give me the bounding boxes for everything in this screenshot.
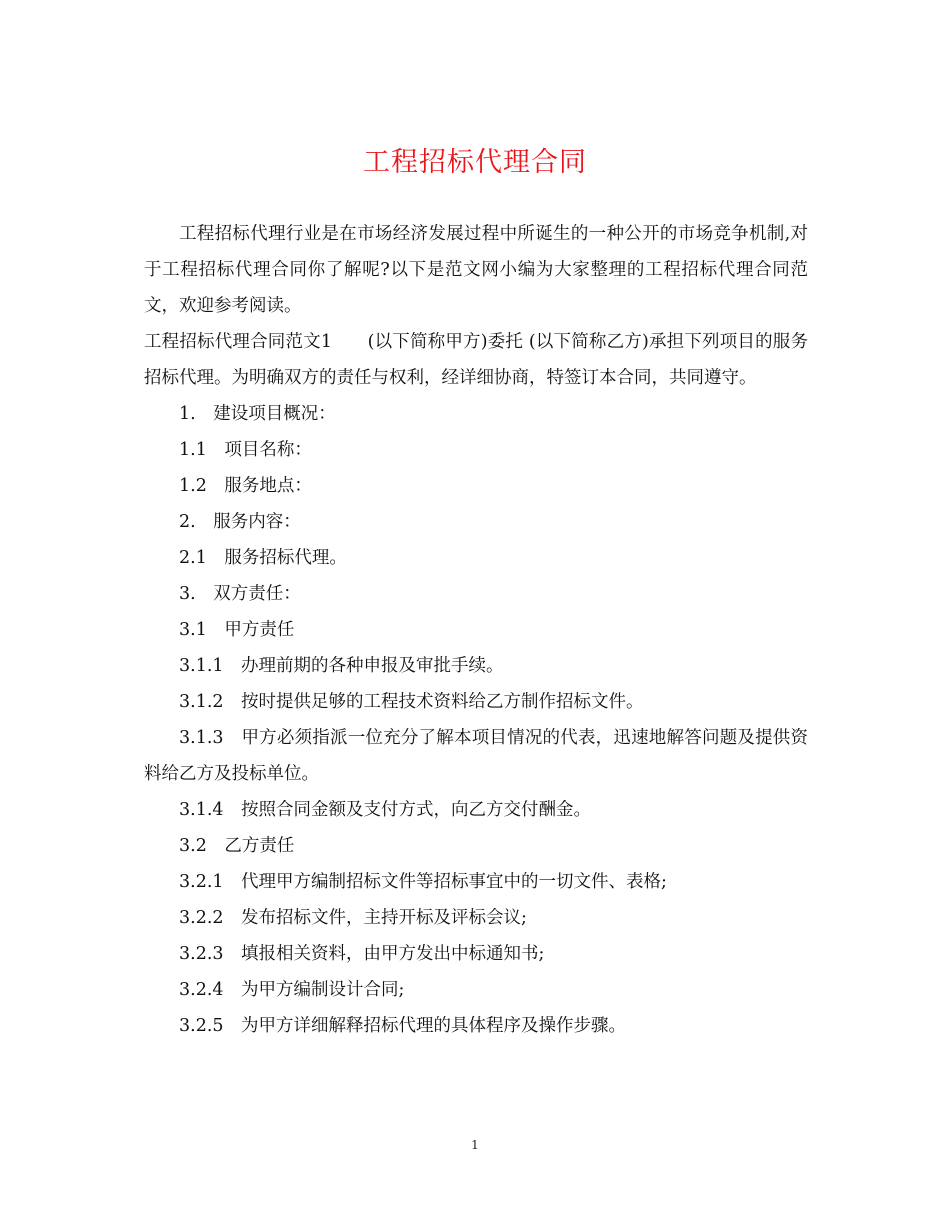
paragraph-section-3-2-1: 3.2.1 代理甲方编制招标文件等招标事宜中的一切文件、表格; [179,872,667,892]
paragraph-intro: 工程招标代理行业是在市场经济发展过程中所诞生的一种公开的市场竞争机制,对于工程招标代理合同你了解呢?以下是范文网小编为大家整理的工程招标代理合同范文，欢迎参考阅读。 [144,224,808,316]
paragraph-section-3-1-2: 3.1.2 按时提供足够的工程技术资料给乙方制作招标文件。 [179,692,644,712]
page-number: 1 [471,1138,479,1152]
paragraph-section-1-2: 1.2 服务地点： [179,476,312,496]
paragraph-section-3-2: 3.2 乙方责任 [179,836,295,856]
document-title: 工程招标代理合同 [363,147,587,178]
paragraph-section-3-1-1: 3.1.1 办理前期的各种申报及审批手续。 [179,656,504,676]
paragraph-section-3-2-2: 3.2.2 发布招标文件，主持开标及评标会议; [179,908,527,928]
paragraph-section-1-1: 1.1 项目名称： [179,440,312,460]
paragraph-section-1: 1. 建设项目概况： [179,404,336,424]
paragraph-section-3-2-3: 3.2.3 填报相关资料，由甲方发出中标通知书; [179,944,545,964]
paragraph-section-3-1: 3.1 甲方责任 [179,620,295,640]
paragraph-section-3-2-4: 3.2.4 为甲方编制设计合同; [179,980,405,1000]
document-body [144,216,808,1044]
paragraph-section-2: 2. 服务内容： [179,512,301,532]
paragraph-section-2-1: 2.1 服务招标代理。 [179,548,347,568]
paragraph-section-3-1-3: 3.1.3 甲方必须指派一位充分了解本项目情况的代表，迅速地解答问题及提供资料给乙方及投标单位。 [144,728,808,784]
paragraph-preamble: 工程招标代理合同范文1 (以下简称甲方)委托 (以下简称乙方)承担下列项目的服务招标代理。为明确双方的责任与权利，经详细协商，特签订本合同，共同遵守。 [144,332,808,388]
paragraph-section-3-2-5: 3.2.5 为甲方详细解释招标代理的具体程序及操作步骤。 [179,1016,627,1036]
paragraph-section-3-1-4: 3.1.4 按照合同金额及支付方式，向乙方交付酬金。 [179,800,592,820]
paragraph-section-3: 3. 双方责任： [179,584,301,604]
